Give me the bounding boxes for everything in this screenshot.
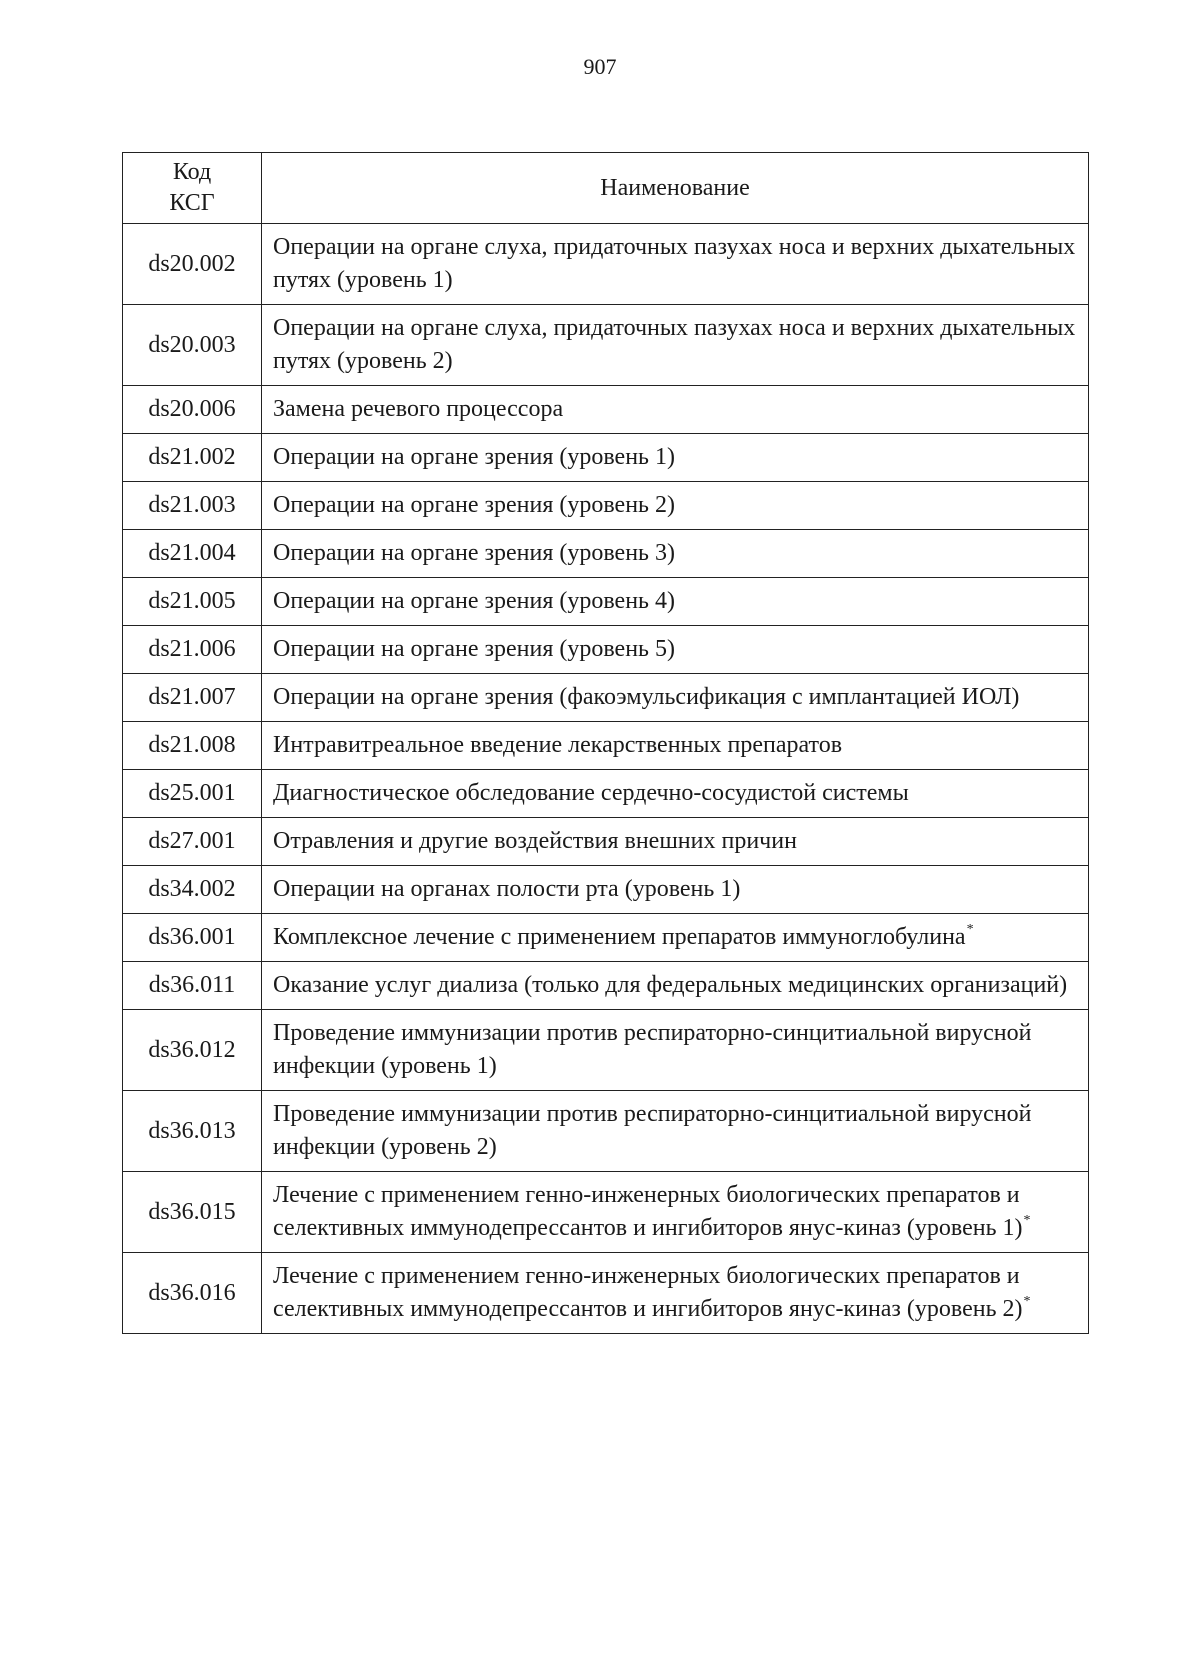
row-name-cell [262, 674, 1089, 722]
table-row [123, 674, 1089, 722]
row-code: ds21.006 [123, 626, 262, 674]
row-code: ds25.001 [123, 770, 262, 818]
row-code: ds36.012 [123, 1010, 262, 1091]
table-row [123, 1172, 1089, 1253]
row-code: ds36.015 [123, 1172, 262, 1253]
row-name: Проведение иммунизации против респираторно-синцитиальной вирусной инфекции (уровень 2) [273, 1101, 1032, 1160]
table-row [123, 578, 1089, 626]
header-name: Наименование [262, 153, 1089, 224]
row-code: ds21.008 [123, 722, 262, 770]
table-row [123, 530, 1089, 578]
row-code: ds27.001 [123, 818, 262, 866]
table-row [123, 482, 1089, 530]
row-name-cell [262, 530, 1089, 578]
row-name: Замена речевого процессора [273, 396, 564, 422]
row-name: Операции на органе зрения (уровень 1) [273, 444, 675, 470]
row-name: Диагностическое обследование сердечно-сосудистой системы [273, 780, 909, 806]
row-name-cell [262, 914, 1089, 962]
footnote-mark: * [1023, 1213, 1031, 1228]
row-name-cell [262, 626, 1089, 674]
header-code [123, 153, 262, 224]
row-code: ds21.005 [123, 578, 262, 626]
row-code: ds36.011 [123, 962, 262, 1010]
row-code: ds20.002 [123, 224, 262, 305]
footnote-mark: * [966, 922, 974, 937]
row-name-cell [262, 578, 1089, 626]
table-body [123, 224, 1089, 1334]
row-code: ds20.003 [123, 305, 262, 386]
table-row [123, 1091, 1089, 1172]
row-name: Комплексное лечение с применением препаратов иммуноглобулина [273, 924, 966, 950]
row-name-cell [262, 1091, 1089, 1172]
row-name-cell [262, 818, 1089, 866]
row-name-cell [262, 866, 1089, 914]
row-code: ds21.003 [123, 482, 262, 530]
table-row [123, 626, 1089, 674]
row-name-cell [262, 386, 1089, 434]
row-name-cell [262, 722, 1089, 770]
row-name: Операции на органе зрения (уровень 4) [273, 588, 675, 614]
row-name-cell [262, 962, 1089, 1010]
row-code: ds36.013 [123, 1091, 262, 1172]
table-row [123, 224, 1089, 305]
footnote-mark: * [1023, 1294, 1031, 1309]
row-name: Оказание услуг диализа (только для федеральных медицинских организаций) [273, 972, 1068, 998]
row-code: ds21.002 [123, 434, 262, 482]
table-row [123, 914, 1089, 962]
row-name: Лечение с применением генно-инженерных биологических препаратов и селективных иммунодепрессантов и ингибиторов янус-киназ (уровень 2) [273, 1263, 1023, 1322]
row-name: Операции на органе зрения (уровень 3) [273, 540, 675, 566]
table-row [123, 305, 1089, 386]
table-row [123, 962, 1089, 1010]
row-name: Операции на органе зрения (факоэмульсификация с имплантацией ИОЛ) [273, 684, 1020, 710]
row-name-cell [262, 482, 1089, 530]
row-name: Операции на органе зрения (уровень 5) [273, 636, 675, 662]
row-code: ds36.001 [123, 914, 262, 962]
row-name-cell [262, 1010, 1089, 1091]
row-name: Операции на органе слуха, придаточных пазухах носа и верхних дыхательных путях (уровень 2) [273, 315, 1076, 374]
table-row [123, 866, 1089, 914]
page-number: 907 [583, 54, 617, 79]
row-name: Операции на органах полости рта (уровень 1) [273, 876, 741, 902]
row-name-cell [262, 305, 1089, 386]
row-name-cell [262, 1253, 1089, 1334]
row-code: ds21.004 [123, 530, 262, 578]
row-code: ds36.016 [123, 1253, 262, 1334]
table-row [123, 1010, 1089, 1091]
row-name-cell [262, 434, 1089, 482]
row-name-cell [262, 224, 1089, 305]
row-name: Проведение иммунизации против респираторно-синцитиальной вирусной инфекции (уровень 1) [273, 1020, 1032, 1079]
row-code: ds21.007 [123, 674, 262, 722]
table-row [123, 434, 1089, 482]
ksg-table [122, 152, 1089, 1334]
header-code-line1: Код [172, 159, 212, 185]
row-name-cell [262, 770, 1089, 818]
table-row [123, 722, 1089, 770]
table-row [123, 818, 1089, 866]
row-name: Отравления и другие воздействия внешних причин [273, 828, 797, 854]
row-code: ds34.002 [123, 866, 262, 914]
row-name: Лечение с применением генно-инженерных биологических препаратов и селективных иммунодепрессантов и ингибиторов янус-киназ (уровень 1) [273, 1182, 1023, 1241]
table-header-row [123, 153, 1089, 224]
table-row [123, 1253, 1089, 1334]
row-name-cell [262, 1172, 1089, 1253]
row-code: ds20.006 [123, 386, 262, 434]
header-code-line2: КСГ [169, 190, 215, 216]
table-row [123, 770, 1089, 818]
row-name: Операции на органе зрения (уровень 2) [273, 492, 675, 518]
table-row [123, 386, 1089, 434]
row-name: Операции на органе слуха, придаточных пазухах носа и верхних дыхательных путях (уровень 1) [273, 234, 1076, 293]
row-name: Интравитреальное введение лекарственных препаратов [273, 732, 843, 758]
